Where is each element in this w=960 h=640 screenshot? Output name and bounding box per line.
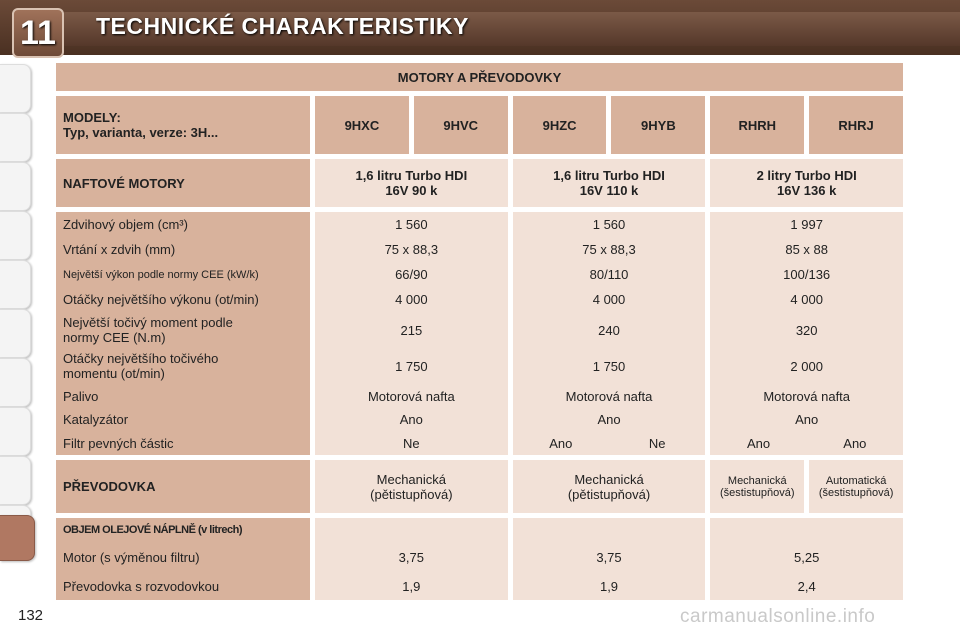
oil-value: 3,75	[398, 549, 424, 565]
gearbox-line2: (pětistupňová)	[370, 486, 453, 502]
spec-value: 240	[598, 322, 620, 338]
spec-value: 1 750	[592, 358, 626, 374]
engines-label: NAFTOVÉ MOTORY	[56, 159, 310, 207]
oil-value: 3,75	[596, 549, 622, 565]
engine-cell	[710, 159, 903, 207]
chapter-tab-4[interactable]	[0, 211, 31, 260]
spec-value: 2 000	[790, 358, 823, 374]
spec-value: 75 x 88,3	[582, 242, 636, 257]
oil-title: OBJEM OLEJOVÉ NÁPLNĚ (v litrech)	[63, 524, 242, 536]
filter-pair	[710, 431, 903, 455]
filter-value: Ano	[843, 435, 867, 451]
spec-label: Největší točivý moment podle normy CEE (N.m)	[63, 315, 233, 345]
oil-label: Motor (s výměnou filtru)	[63, 549, 200, 565]
oil-col-1	[315, 518, 508, 600]
model-cell: 9HYB	[611, 96, 705, 154]
chapter-tab-9[interactable]	[0, 456, 31, 505]
oil-col-2	[513, 518, 706, 600]
oil-value: 1,9	[599, 578, 619, 594]
engines-row	[56, 159, 903, 207]
oil-label: Převodovka s rozvodovkou	[63, 578, 220, 594]
spec-value: 75 x 88,3	[384, 242, 439, 257]
chapter-tab-5[interactable]	[0, 260, 31, 309]
gearbox-label: PŘEVODOVKA	[56, 460, 310, 513]
watermark: carmanualsonline.info	[680, 606, 876, 627]
oil-value: 1,9	[402, 578, 421, 594]
spec-value: 1 750	[395, 358, 428, 374]
page-title: TECHNICKÉ CHARAKTERISTIKY	[96, 13, 469, 39]
gearbox-line2: (šestistupňová)	[818, 486, 894, 499]
spec-value: Motorová nafta	[565, 388, 653, 404]
oil-labels	[56, 518, 310, 600]
spec-label: Vrtání x zdvih (mm)	[63, 242, 176, 257]
chapter-tab-6[interactable]	[0, 309, 31, 358]
spec-label: Palivo	[63, 388, 99, 404]
chapter-tab-7[interactable]	[0, 358, 31, 407]
gearbox-line2: (pětistupňová)	[567, 486, 651, 502]
specs-col-3	[710, 212, 903, 455]
spec-value: 80/110	[589, 267, 629, 282]
specs-col-1	[315, 212, 508, 455]
chapter-tab-3[interactable]	[0, 162, 31, 211]
spec-value: 215	[400, 322, 423, 338]
gearbox-line1: Mechanická	[574, 471, 644, 487]
gearbox-cell	[315, 460, 508, 513]
spec-label: Katalyzátor	[63, 412, 129, 427]
filter-pair	[513, 431, 706, 455]
model-cell: 9HZC	[513, 96, 607, 154]
model-cell: RHRH	[710, 96, 804, 154]
models-row	[56, 96, 903, 154]
gearbox-line1: Mechanická	[727, 474, 787, 487]
spec-value: 4 000	[395, 292, 428, 307]
spec-value: 1 997	[790, 217, 823, 232]
spec-label: Největší výkon podle normy CEE (kW/k)	[63, 268, 259, 281]
chapter-tabs	[0, 64, 34, 574]
models-label-line2: Typ, varianta, verze: 3H...	[63, 125, 219, 140]
gearbox-row	[56, 460, 903, 513]
model-cell: 9HXC	[315, 96, 409, 154]
engine-line1: 1,6 litru Turbo HDI	[355, 168, 468, 183]
models-label	[56, 96, 310, 154]
gearbox-split	[710, 460, 903, 513]
engine-line2: 16V 110 k	[579, 183, 639, 198]
spec-value: Ano	[597, 412, 621, 427]
spec-value: 85 x 88	[785, 242, 828, 257]
specs-col-2	[513, 212, 706, 455]
chapter-number: 11	[12, 8, 64, 58]
spec-value: 66/90	[395, 267, 428, 282]
model-cell: RHRJ	[809, 96, 903, 154]
page-number: 132	[18, 607, 44, 624]
spec-value: Ano	[399, 412, 423, 427]
spec-label: Otáčky největšího točivého momentu (ot/min)	[63, 351, 219, 381]
gearbox-line2: (šestistupňová)	[719, 486, 795, 499]
spec-value: 4 000	[790, 292, 823, 307]
chapter-tab-11-active[interactable]	[0, 515, 35, 561]
models-label-line1: MODELY:	[63, 110, 121, 125]
engine-line1: 2 litry Turbo HDI	[756, 168, 857, 183]
filter-value: Ne	[648, 435, 666, 451]
engine-line1: 1,6 litru Turbo HDI	[553, 168, 665, 183]
table-title: MOTORY A PŘEVODOVKY	[56, 63, 903, 91]
engines-table	[56, 63, 903, 600]
chapter-tab-1[interactable]	[0, 64, 31, 113]
spec-value: 1 560	[395, 217, 428, 232]
oil-value: 2,4	[797, 578, 816, 594]
spec-value: 100/136	[783, 267, 831, 282]
chapter-tab-2[interactable]	[0, 113, 31, 162]
engine-cell	[513, 159, 706, 207]
spec-label: Filtr pevných částic	[63, 435, 174, 451]
oil-block	[56, 518, 903, 600]
spec-label: Zdvihový objem (cm³)	[63, 217, 188, 232]
spec-value: Motorová nafta	[763, 388, 851, 404]
spec-value: 4 000	[592, 292, 626, 307]
model-cell: 9HVC	[414, 96, 508, 154]
spec-value: Ano	[795, 412, 819, 427]
spec-value: 1 560	[592, 217, 626, 232]
chapter-tab-8[interactable]	[0, 407, 31, 456]
filter-value: Ano	[746, 435, 771, 451]
filter-value: Ne	[403, 435, 420, 451]
filter-value: Ano	[549, 435, 573, 451]
specs-labels	[56, 212, 310, 455]
oil-col-3	[710, 518, 903, 600]
specs-block	[56, 212, 903, 455]
gearbox-cell	[809, 460, 903, 513]
spec-value: 320	[795, 322, 818, 338]
spec-label: Otáčky největšího výkonu (ot/min)	[63, 292, 259, 307]
gearbox-line1: Mechanická	[376, 471, 447, 487]
gearbox-line1: Automatická	[825, 474, 887, 487]
oil-value: 5,25	[794, 549, 820, 565]
engine-line2: 16V 90 k	[385, 183, 438, 198]
engine-cell	[315, 159, 508, 207]
engine-line2: 16V 136 k	[777, 183, 837, 198]
spec-value: Motorová nafta	[367, 388, 455, 404]
gearbox-cell	[710, 460, 804, 513]
gearbox-cell	[513, 460, 706, 513]
